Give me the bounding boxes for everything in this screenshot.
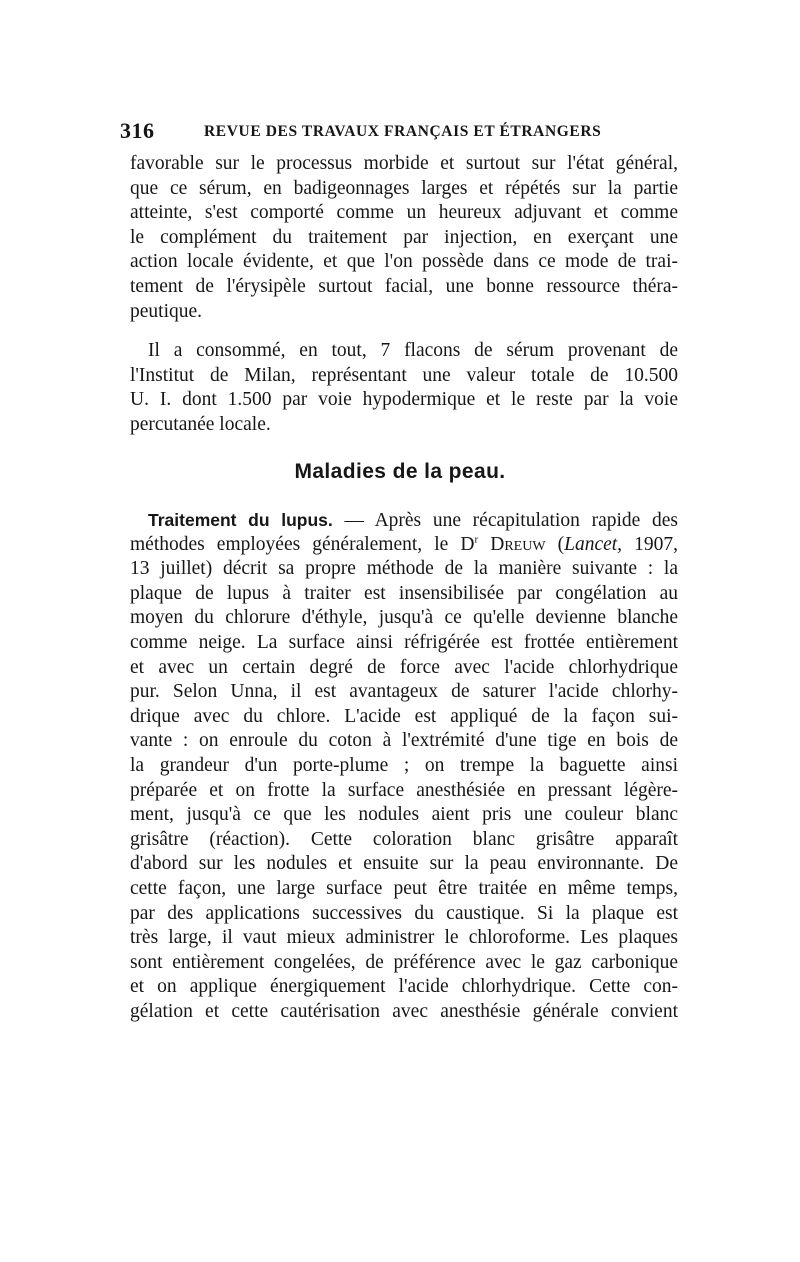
text-line: plaque de lupus à traiter est insensibilisée par congélation au xyxy=(130,582,678,604)
paragraph-lupus-treatment xyxy=(130,508,678,1024)
text-line-citation xyxy=(130,533,678,558)
section-heading: Maladies de la peau. xyxy=(294,460,506,483)
running-head: REVUE DES TRAVAUX FRANÇAIS ET ÉTRANGERS xyxy=(204,123,602,140)
text-line: grisâtre (réaction). Cette coloration blanc grisâtre apparaît xyxy=(130,828,678,850)
text-fragment: — Après une récapitulation rapide des xyxy=(332,510,678,531)
doctor-superscript: r xyxy=(474,533,479,546)
text-line: drique avec du chlore. L'acide est appliqué de la façon sui- xyxy=(130,705,678,727)
text-fragment: méthodes employées généralement, le D xyxy=(130,533,475,555)
text-line: que ce sérum, en badigeonnages larges et répétés sur la partie xyxy=(130,177,678,199)
text-line: moyen du chlorure d'éthyle, jusqu'à ce qu'elle devienne blanche xyxy=(130,607,678,629)
paragraph-serum xyxy=(130,339,678,437)
text-line: favorable sur le processus morbide et surtout sur l'état général, xyxy=(130,153,678,174)
text-line: l'Institut de Milan, représentant une valeur totale de 10.500 xyxy=(130,364,678,386)
text-line: par des applications successives du caustique. Si la plaque est xyxy=(130,902,678,924)
text-line: sont entièrement congelées, de préférence avec le gaz carbonique xyxy=(130,951,678,973)
text-line: cette façon, une large surface peut être traitée en même temps, xyxy=(130,877,678,899)
page-header xyxy=(120,118,680,148)
text-line: très large, il vaut mieux administrer le chloroforme. Les plaques xyxy=(130,927,678,949)
text-line: peutique. xyxy=(130,300,203,322)
page-number: 316 xyxy=(120,118,155,143)
text-line: ment, jusqu'à ce que les nodules aient pris une couleur blanc xyxy=(130,804,678,826)
text-line: atteinte, s'est comporté comme un heureux adjuvant et comme xyxy=(130,202,678,224)
text-line: gélation et cette cautérisation avec anesthésie générale convient xyxy=(130,1000,678,1022)
run-in-title: Traitement du lupus. xyxy=(148,510,333,530)
text-line: comme neige. La surface ainsi réfrigérée est frottée entièrement xyxy=(130,631,678,653)
text-line: vante : on enroule du coton à l'extrémité d'une tige en bois de xyxy=(130,730,678,752)
text-line: 13 juillet) décrit sa propre méthode de la manière suivante : la xyxy=(130,558,678,580)
text-line: Il a consommé, en tout, 7 flacons de sérum provenant de xyxy=(148,340,678,361)
text-line: et avec un certain degré de force avec l'acide chlorhydrique xyxy=(130,656,678,678)
text-fragment: ( xyxy=(545,533,565,555)
paragraph-continuation xyxy=(130,152,678,324)
text-line: et on applique énergiquement l'acide chlorhydrique. Cette con- xyxy=(130,976,678,998)
text-fragment: 1907, xyxy=(622,533,679,555)
text-line: tement de l'érysipèle surtout facial, une bonne ressource théra- xyxy=(130,275,678,297)
text-line: la grandeur d'un porte-plume ; on trempe la baguette ainsi xyxy=(130,754,678,776)
text-line: percutanée locale. xyxy=(130,413,271,435)
text-line: le complément du traitement par injection, en exerçant une xyxy=(130,226,678,248)
journal-name: Lancet, xyxy=(564,533,623,555)
text-line: d'abord sur les nodules et ensuite sur la peau environnante. De xyxy=(130,853,678,875)
text-line: préparée et on frotte la surface anesthésiée en pressant légère- xyxy=(130,779,678,801)
text-line: U. I. dont 1.500 par voie hypodermique et le reste par la voie xyxy=(130,389,678,411)
text-line: pur. Selon Unna, il est avantageux de saturer l'acide chlorhy- xyxy=(130,681,678,703)
author-name: Dreuw xyxy=(490,533,546,555)
text-line: action locale évidente, et que l'on possède dans ce mode de trai- xyxy=(130,251,678,273)
text-line-run-in xyxy=(130,508,678,533)
